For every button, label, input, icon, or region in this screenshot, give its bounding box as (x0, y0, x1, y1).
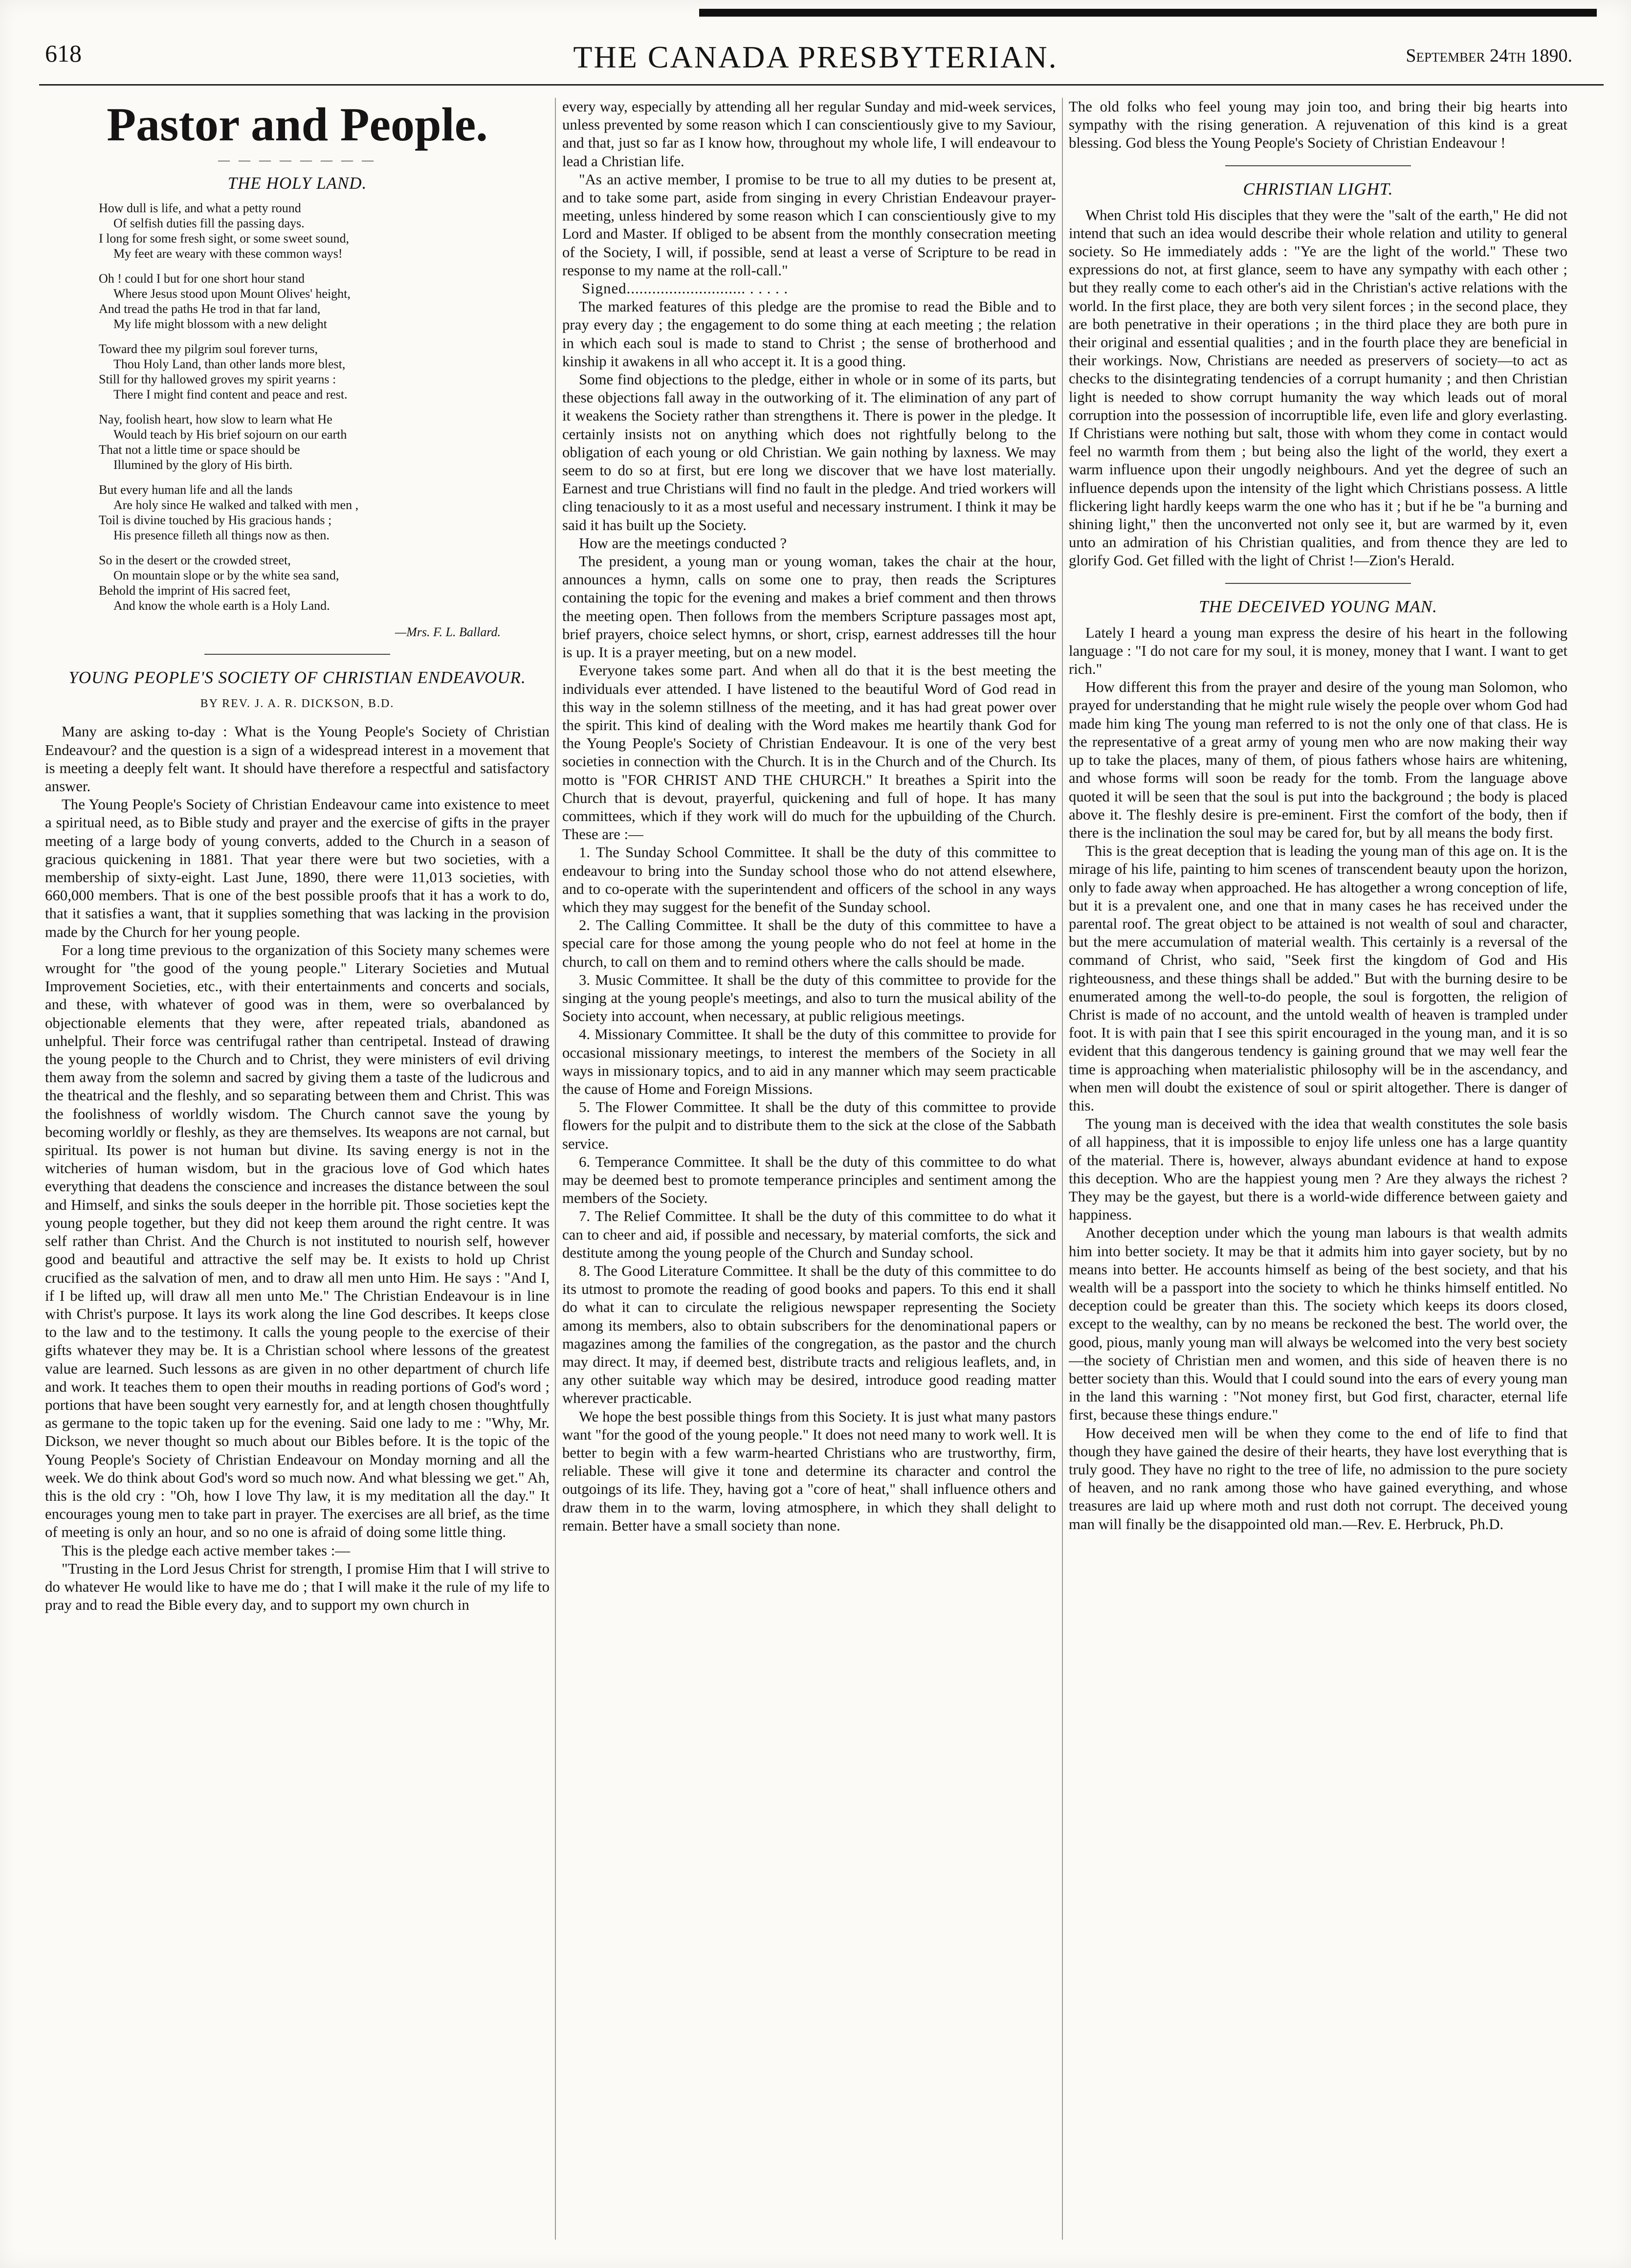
column-right (1069, 98, 1567, 2240)
paragraph: Many are asking to-day : What is the Young People's Society of Christian Endeavour? and the question is a sign of a widespread interest in a movement that is meeting a deeply felt want. It should have therefore a respectful and satisfactory answer. (45, 723, 550, 795)
poem-line: That not a little time or space should be (99, 443, 300, 457)
paragraph: 3. Music Committee. It shall be the duty of this committee to provide for the singing at the young people's meetings, and also to turn the musical ability of the Society into account, when necessary, at public religious meetings. (562, 971, 1056, 1025)
paragraph: "Trusting in the Lord Jesus Christ for strength, I promise Him that I will strive to do whatever He would like to have me do ; that I will make it the rule of my life to pray and to read the Bible every day, and to support my own church in (45, 1560, 550, 1614)
column-divider (1062, 98, 1063, 2240)
article-conclusion (1069, 98, 1567, 153)
paragraph: How different this from the prayer and desire of the young man Solomon, who prayed for understanding that he might rule wisely the people over whom God had made him king The young man referred to is not the only one of that class. He is the representative of a great army of young men who are now making their way up to take the places, many of them, of pious fathers whose hairs are whitening, and whose forms will soon be ready for the tomb. From the language above quoted it will be seen that the soul is put into the background ; the body is placed above it. The fleshly desire is pre-eminent. First the comfort of the body, then if there is the inclination the soul may be cared for, but by all means the body first. (1069, 679, 1567, 841)
column-left (45, 98, 550, 2240)
paragraph: 7. The Relief Committee. It shall be the duty of this committee to do what it can to cheer and aid, if possible and necessary, by material comforts, the sick and destitute among the young people of the Church and Sunday school. (562, 1208, 1056, 1261)
poem-line: Toward thee my pilgrim soul forever turns, (99, 342, 318, 356)
poem-line: His presence filleth all things now as then. (113, 528, 330, 542)
poem-line: Illumined by the glory of His birth. (113, 458, 293, 472)
article-separator (1225, 165, 1411, 166)
article-separator (204, 654, 390, 655)
poem-line: Nay, foolish heart, how slow to learn what He (99, 412, 332, 426)
paragraph: Another deception under which the young man labours is that wealth admits him into better society. It may be that it admits him into gayer society, but by no means into better. He accounts himself as being of the best society, and that his wealth will be a passport into the society to which he thinks himself entitled. No deception could be greater than this. The society which keeps its doors closed, except to the wealthy, can by no means be reckoned the best. The world over, the good, pious, manly young man will always be welcomed into the very best society—the society of Christian men and women, and this side of heaven there is no better society than this. Would that I could sound into the ears of every young man in the land this warning : "Not money first, but God first, character, eternal life first, because these things endure." (1069, 1224, 1567, 1423)
article-separator (1225, 583, 1411, 584)
poem-line: Of selfish duties fill the passing days. (113, 216, 305, 230)
masthead-ornament: — — — — — — — — (218, 154, 376, 167)
poem-line: Would teach by His brief sojourn on our earth (113, 427, 347, 442)
poem-line: And know the whole earth is a Holy Land. (113, 599, 330, 613)
poem-line: I long for some fresh sight, or some sweet sound, (99, 231, 349, 245)
poem-line: Where Jesus stood upon Mount Olives' height, (113, 287, 351, 301)
paragraph: "As an active member, I promise to be true to all my duties to be present at, and to take some part, aside from singing in every Christian Endeavour prayer-meeting, unless hindered by some reason which I can conscientiously give to my Lord and Master. If obliged to be absent from the monthly consecration meeting of the Society, I will, if possible, send at least a verse of Scripture to be read in response to my name at the roll-call." (562, 171, 1056, 279)
poem-line: Toil is divine touched by His gracious hands ; (99, 513, 332, 527)
top-printed-bar (699, 9, 1597, 17)
paragraph: The old folks who feel young may join too, and bring their big hearts into sympathy with the rising generation. A rejuvenation of this kind is a great blessing. God bless the Young People's Society of Christian Endeavour ! (1069, 98, 1567, 152)
paragraph: Everyone takes some part. And when all do that it is the best meeting the individuals ever attended. I have listened to the beautiful Word of God read in this way in the solemn stillness of the meeting, and it has had great power over the spirit. This kind of dealing with the Word makes me heartily thank God for the Young People's Society of Christian Endeavour. It is one of the very best societies in connection with the Church. It is in the Church and of the Church. Its motto is "FOR CHRIST AND THE CHURCH." It breathes a Spirit into the Church that is devout, prayerful, quickening and full of hope. It has many committees, which if they work will do much for the upbuilding of the Church. These are :— (562, 662, 1056, 843)
paragraph: The president, a young man or young woman, takes the chair at the hour, announces a hymn, calls on some one to pray, then reads the Scriptures containing the topic for the evening and makes a brief comment and then throws the meeting open. Then follows from the members Scripture passages most apt, brief prayers, choice select hymns, or short, crisp, earnest addresses till the hour is up. It is a prayer meeting, but on a new model. (562, 553, 1056, 661)
header-rule (39, 84, 1604, 86)
paragraph: How deceived men will be when they come to the end of life to find that though they have gained the desire of their hearts, they have lost everything that is truly good. They have no right to the tree of life, no admission to the pure society of heaven, and no rank among those who have gained everything, and whose treasures are laid up where moth and rust doth not corrupt. The deceived young man will finally be the disappointed old man.—Rev. E. Herbruck, Ph.D. (1069, 1424, 1567, 1533)
article-continued-body (562, 298, 1056, 1535)
paragraph: This is the great deception that is leading the young man of this age on. It is the mirage of his life, painting to him scenes of transcendent beauty upon the horizon, only to fade away when approached. He has altogether a wrong conception of life, but it is a prevalent one, and one that in many cases he has received under the parental roof. The great object to be attained is not wealth of soul and character, but the mere accumulation of material wealth. This certainly is a reversal of the command of Christ, who said, "Seek first the kingdom of God and His righteousness, and these things shall be added." But with the burning desire to be enumerated among the well-to-do people, the soul is forgotten, the religion of Christ is made of no account, and the untold wealth of heaven is trampled under foot. It is with pain that I see this spirit encouraged in the young man, and it is so evident that this dangerous tendency is gaining ground that we may well fear the time is approaching when materialistic philosophy will be in the ascendancy, and when men will doubt the existence of soul or spirit altogether. There is danger of this. (1069, 843, 1567, 1114)
poem-line: My life might blossom with a new delight (113, 317, 327, 331)
paragraph: We hope the best possible things from this Society. It is just what many pastors want "for the good of the young people." It does not need many to work well. It is better to begin with a few warm-hearted Christians who are trustworthy, firm, reliable. These will give it tone and determine its character and control the outgoings of its life. They, having got a "core of heat," shall influence others and draw them in to the warm, loving atmosphere, in which they shall delight to remain. Better have a small society than none. (562, 1408, 1056, 1534)
poem-author: —Mrs. F. L. Ballard. (395, 625, 501, 639)
paragraph: Some find objections to the pledge, either in whole or in some of its parts, but these objections fall away in the outworking of it. The elimination of any part of it weakens the Society rather than strengthens it. There is power in the pledge. It certainly insists not on anything which does not rightfully belong to the obligation of each young or old Christian. We gain nothing by laxness. We may seem to do so at first, but ere long we discover that we have lost materially. Earnest and true Christians will find no fault in the pledge. And tried workers will cling tenaciously to it as a most useful and necessary instrument. I think it may be said it has built up the Society. (562, 371, 1056, 534)
pledge-signature-line: Signed............................ . . . . . (582, 280, 789, 297)
page-number: 618 (45, 40, 82, 67)
poem-line: How dull is life, and what a petty round (99, 201, 301, 215)
christian-light-body (1069, 206, 1567, 570)
poem-stanza (99, 341, 550, 402)
paragraph: 4. Missionary Committee. It shall be the duty of this committee to provide for occasional missionary meetings, to interest the members of the Society in all ways in missionary topics, and to aid in any manner which may seem practicable the cause of Home and Foreign Missions. (562, 1026, 1056, 1097)
poem-line: On mountain slope or by the white sea sand, (113, 568, 339, 582)
paragraph: This is the pledge each active member takes :— (62, 1542, 351, 1559)
poem-title: THE HOLY LAND. (227, 174, 367, 193)
issue-date: September 24th 1890. (1406, 45, 1572, 66)
paragraph: 2. The Calling Committee. It shall be the duty of this committee to have a special care for those among the young people who do not feel at home in the church, to call on them and to remind others where the calls should be made. (562, 917, 1056, 970)
poem-line: And tread the paths He trod in that far land, (99, 302, 321, 316)
poem-stanza (99, 553, 550, 613)
christian-light-title: CHRISTIAN LIGHT. (1243, 179, 1393, 199)
poem-line: So in the desert or the crowded street, (99, 553, 291, 567)
article-title: YOUNG PEOPLE'S SOCIETY OF CHRISTIAN ENDEAVOUR. (68, 668, 526, 688)
article-byline: BY REV. J. A. R. DICKSON, B.D. (200, 697, 395, 711)
poem-stanza (99, 200, 550, 261)
article-continued (562, 98, 1056, 280)
deceived-young-man-title: THE DECEIVED YOUNG MAN. (1199, 597, 1437, 616)
paragraph: How are the meetings conducted ? (579, 534, 787, 552)
paragraph: The young man is deceived with the idea that wealth constitutes the sole basis of all happiness, that it is impossible to enjoy life unless one has a large quantity of the material. There is, however, always abundant evidence at hand to expose this deception. Who are the happiest young men ? Are they always the richest ? They may be the gayest, but there is a world-wide difference between gaiety and happiness. (1069, 1115, 1567, 1223)
poem-line: My feet are weary with these common ways! (113, 246, 343, 261)
article-body (45, 723, 550, 1614)
poem-line: But every human life and all the lands (99, 483, 293, 497)
poem-line: Thou Holy Land, than other lands more blest, (113, 357, 346, 371)
paragraph: 5. The Flower Committee. It shall be the duty of this committee to provide flowers for the pulpit and to distribute them to the sick at the close of the Sabbath service. (562, 1099, 1056, 1152)
paragraph: 1. The Sunday School Committee. It shall be the duty of this committee to endeavour to bring into the Sunday school those who do not attend elsewhere, and to co-operate with the superintendent and officers of the school in any ways which they may suggest for the benefit of the Sunday school. (562, 844, 1056, 915)
paragraph: For a long time previous to the organization of this Society many schemes were wrought for "the good of the young people." Literary Societies and Mutual Improvement Societies, etc., with their entertainments and concerts and socials, and these, with whatever of good was in them, were so overbalanced by objectionable elements that they were, after repeated trials, abandoned as unhelpful. Their force was centrifugal rather than centripetal. Instead of drawing the young people to the Church and to Christ, they were ministers of evil driving them away from the solemn and sacred by giving them a taste of the ludicrous and the theatrical and the fleshly, and so separating between them and Christ. This was the foolishness of worldly wisdom. The Church cannot save the young by becoming worldly or fleshly, as they are themselves. Its weapons are not carnal, but spiritual. Its power is not human but divine. Its saving energy is not in the witcheries of human wisdom, but in the gracious love of God which hates everything that deadens the conscience and increases the distance between the soul and Himself, and sinks the souls deeper in the horrible pit. Those societies kept the young people together, but they did not keep them around the right centre. It was self rather than Christ. And the Church is not instituted to nourish self, however good and beautiful and attractive the self may be. It exists to hold up Christ crucified as the salvation of men, and to draw all men unto Him. He says : "And I, if I be lifted up, will draw all men unto Me." The Christian Endeavour is in line with Christ's purpose. It lays its work along the line God describes. It keeps close to the law and to the testimony. It calls the young people to the exercise of their gifts whatever they may be. It is a Christian school where lessons of the greatest value are learned. Such lessons as are given in no other department of church life and work. It teaches them to open their mouths in reading portions of God's word ; portions that have been sought very earnestly for, and at length chosen thoughtfully as germane to the topic taken up for the evening. Said one lady to me : "Why, Mr. Dickson, we never thought so much about our Bibles before. It is the topic of the Young People's Society of Christian Endeavour on Monday morning and all the week. We do think about God's word so much now. And what blessing we get." Ah, this is the old cry : "Oh, how I love Thy law, it is my meditation all the day." It encourages young men to take part in prayer. The exercises are all brief, as the time of meeting is only an hour, and so no one is afraid of doing some little thing. (45, 941, 550, 1541)
paragraph: 8. The Good Literature Committee. It shall be the duty of this committee to do its utmost to promote the reading of good books and papers. To this end it shall do what it can to circulate the religious newspaper representing the Society among its members, also to obtain subscribers for the denominational papers or magazines among the families of the congregation, as the pastor and the church may direct. It may, if deemed best, distribute tracts and religious leaflets, and, in any other suitable way which may be desired, introduce good reading matter wherever practicable. (562, 1263, 1056, 1407)
poem-line: Still for thy hallowed groves my spirit yearns : (99, 372, 336, 386)
column-divider (555, 98, 556, 2240)
deceived-young-man-body (1069, 624, 1567, 1534)
column-middle (562, 98, 1056, 2240)
poem-line: Are holy since He walked and talked with men , (113, 498, 359, 512)
poem-stanza (99, 412, 550, 472)
paragraph: The marked features of this pledge are the promise to read the Bible and to pray every day ; the engagement to do some thing at each meeting ; the relation in which each soul is made to stand to Christ ; the sense of brotherhood and kinship it awakens in all who accept it. It is a good thing. (562, 298, 1056, 370)
poem-body (99, 200, 550, 613)
poem-line: Behold the imprint of His sacred feet, (99, 583, 291, 598)
paragraph: every way, especially by attending all her regular Sunday and mid-week services, unless prevented by some reason which I can conscientiously give to my Saviour, and that, just so far as I know how, throughout my whole life, I will endeavour to lead a Christian life. (562, 98, 1056, 170)
poem-line: Oh ! could I but for one short hour stand (99, 271, 305, 286)
paragraph: Lately I heard a young man express the desire of his heart in the following language : "I do not care for my soul, it is money, money that I want. I want to get rich." (1069, 624, 1567, 678)
poem-stanza (99, 271, 550, 332)
poem-stanza (99, 482, 550, 543)
paragraph: 6. Temperance Committee. It shall be the duty of this committee to do what may be deemed best to promote temperance principles and sentiment among the members of the Society. (562, 1153, 1056, 1207)
paragraph: The Young People's Society of Christian Endeavour came into existence to meet a spiritual need, as to Bible study and prayer and the exercise of gifts in the prayer meeting of a large body of young converts, added to the Church in a season of gracious quickening in 1881. That year there were but two societies, with a membership of sixty-eight. Last June, 1890, there were 11,013 societies, with 660,000 members. That is one of the best possible proofs that it has a work to do, that it satisfies a want, that it supplies something that was lacking in the provision made by the Church for her young people. (45, 796, 550, 940)
paragraph: When Christ told His disciples that they were the "salt of the earth," He did not intend that such an idea would describe their whole relation and utility to general society. So He immediately adds : "Ye are the light of the world." These two expressions do not, at first glance, seem to have any sympathy with each other ; but they really come to each other's aid in the Christian's active relations with the world. In the first place, they are both very silent forces ; in the second place, they are both penetrative in their operations ; in the third place they are both pure in their original and essential qualities ; and in the fourth place they are beneficial in their workings. Now, Christians are needed as preservers of society—to act as checks to the disintegrating tendencies of a corrupt humanity ; and then Christian light is needed to show corrupt humanity the way which leads out of moral corruption into the possession of incorruptible life, even life and glory everlasting. If Christians were nothing but salt, those with whom they come in contact would feel no warmth from them ; but being also the light of the world, they exert a warm influence upon their ungodly neighbours. And yet the degree of such an influence depends upon the intensity of the light which Christians possess. A little flickering light hardly keeps warm the one who has it ; but if he be "a burning and shining light," then the unconverted not only see it, but are warmed by it, even unto an admiration of his Christian qualities, and from thence they are led to glorify God. Get filled with the light of Christ !—Zion's Herald. (1069, 206, 1567, 569)
newspaper-title: THE CANADA PRESBYTERIAN. (573, 40, 1058, 74)
section-masthead: Pastor and People. (107, 98, 488, 151)
poem-line: There I might find content and peace and rest. (113, 387, 348, 401)
